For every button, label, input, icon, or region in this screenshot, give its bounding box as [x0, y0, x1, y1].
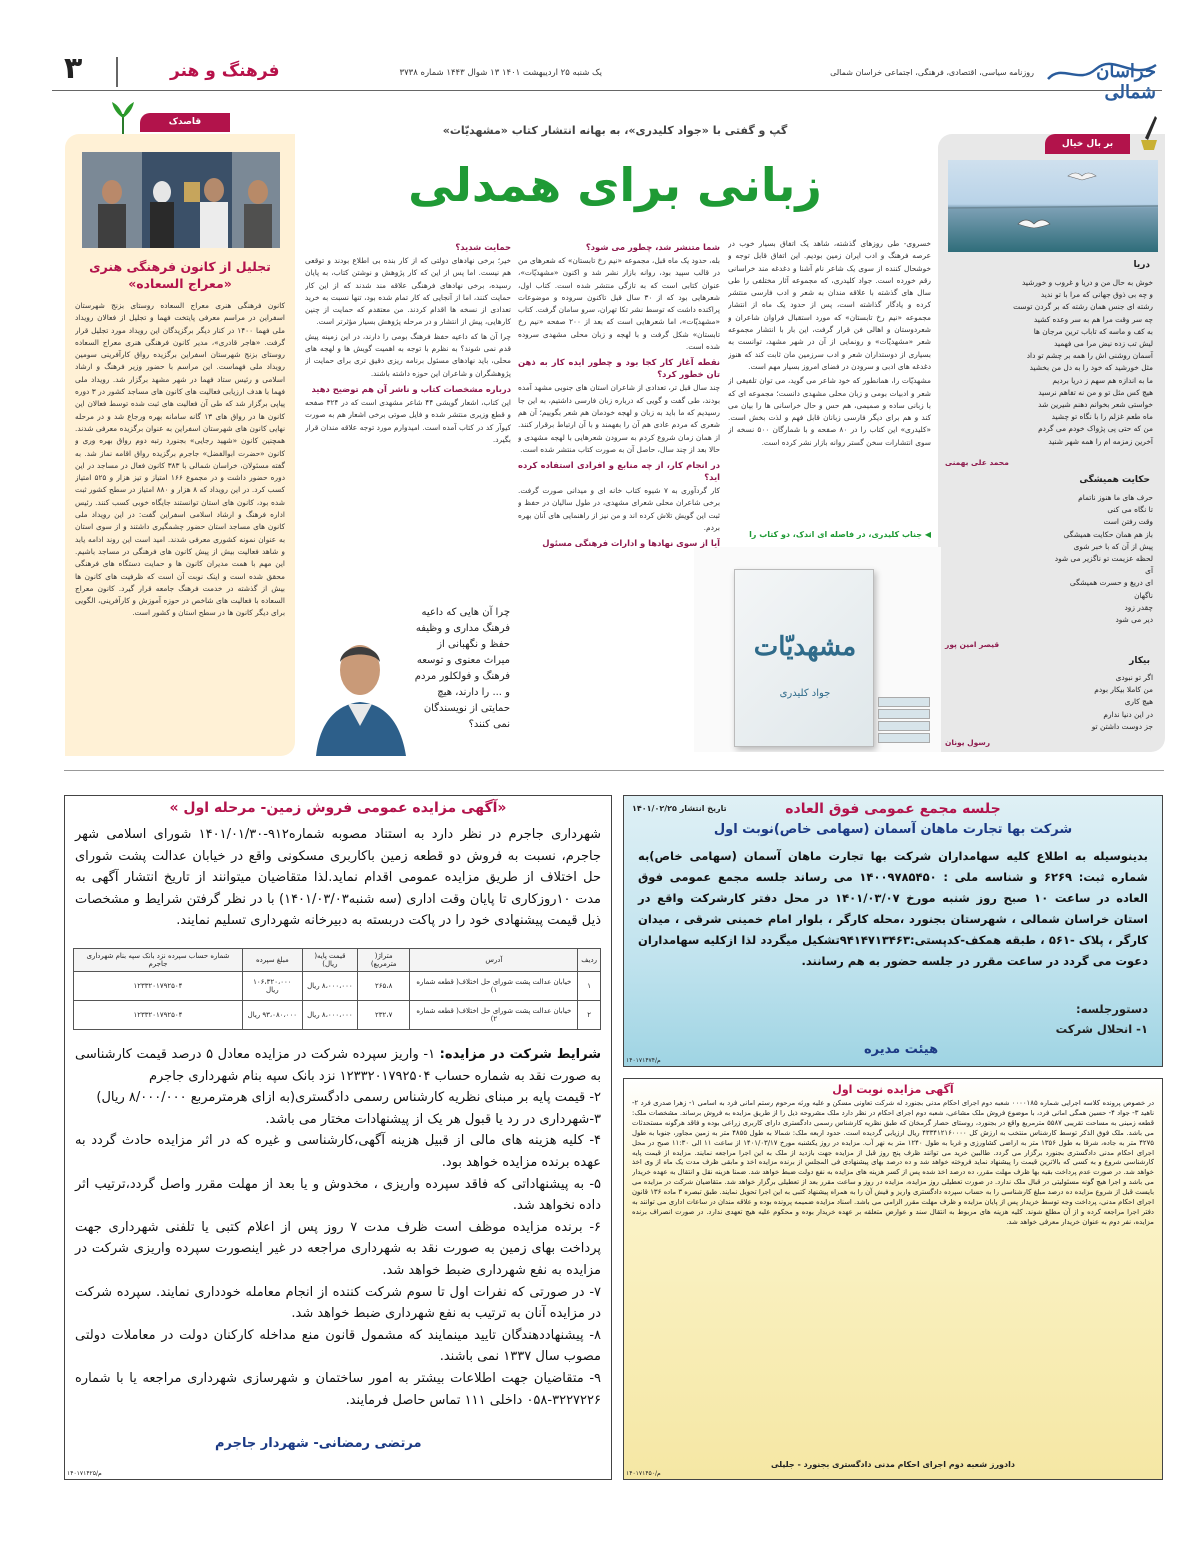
- land-auction-title: «آگهی مزایده عمومی فروش زمین- مرحله اول »: [169, 800, 507, 816]
- poem-line: ماه طعم غزلم را با نگاه تو چشید: [1051, 412, 1153, 422]
- book-cover-title: مشهدیّات: [753, 632, 857, 662]
- poem-line: من کاملا بیکار بودم: [1094, 685, 1153, 695]
- table-row: [74, 972, 601, 1001]
- question-4: آیا از سوی نهادها و ادارات فرهنگی مسئول: [542, 538, 720, 549]
- table-cell: خیابان عدالت پشت شورای حل اختلاف( قطعه شماره ۲): [410, 1001, 578, 1030]
- poet-1-name: محمد علی بهمنی: [945, 458, 1009, 467]
- court-auction-title: آگهی مزایده نوبت اول: [832, 1083, 954, 1096]
- poem-line: در این دنیا ندارم: [1103, 709, 1153, 719]
- poem-line: وقت رفتن است: [1103, 517, 1153, 527]
- condition-item: ۸- پیشنهاددهندگان تایید مینمایند که مشمول قانون منع مداخله کارکنان دولت در معاملات دولتی مصوب سال ۱۳۳۷ نمی باشند.: [75, 1327, 601, 1365]
- court-auction-code: م/۱۴۰۱۷۱۴۵۰: [626, 1470, 661, 1477]
- table-row: [74, 1001, 601, 1030]
- table-cell: ۲۶۵،۸: [358, 972, 410, 1001]
- poem-line: هیچ کس مثل تو و من نه تفاهم نرسید: [1038, 387, 1153, 397]
- poem-line: ای دریغ و حسرت همیشگی: [1069, 578, 1153, 588]
- poem-line: چقدر زود: [1124, 602, 1153, 612]
- poem-line: لیش تب زده نیض مرا می فهمید: [1054, 339, 1153, 349]
- news-tab: قاصدک: [140, 113, 230, 132]
- news-headline: تجلیل از کانون فرهنگی هنری «معراج السعاده»: [89, 259, 271, 291]
- article-col-1: خسروی- طی روزهای گذشته، شاهد یک اتفاق بسیار خوب در عرصه فرهنگ و ادب ایران زمین بودیم. این اتفاق قابل توجه و خوشحال کننده از سوی یک شاعر نام آشنا و دغدغه مند خراسانی رقم خورده است. جواد کلیدری، که مجموعه آثار مختلفی را طی سال های گذشته با علاقه مندان به شعر و ادب فارسی منتشر کرده و یادگار گذاشته است، پس از حدود یک ماه از انتشار مجموعه «نیم رخ تابستان» که مورد استقبال فراوان شاعران و شعردوستان و اهالی فن قرار گرفت، این بار با انتشار مجموعه شعر «مشهدیّات» و رونمایی از آن در شهر مشهد، توانست به بسیاری از دوستداران شعر و ادب سرزمین مان ثابت کند که هنوز دغدغه های ادبی و سرودن در فضای امروز بسیار مهم است. مشهدیّات را، همانطور که خود شاعر می گوید، می توان تلفیقی از شعر و ادبیات بومی و زبان محلی مشهدی دانست؛ مجموعه ای که با زبانی ساده و صمیمی، هم حس و حال خراسانی ها را بیان می کند و هم برای دیگر فارسی زبانان قابل فهم و لذت بخش است. «کلیدری» این کتاب را در ۸۰ صفحه و با شمارگان ۵۰۰ نسخه از سوی انتشارات سخن گستر روانه بازار نشر کرده است.: [728, 239, 931, 447]
- poem-line: آی: [1145, 566, 1153, 576]
- land-auction-signature: مرتضی رمضانی- شهردار جاجرم: [215, 1436, 422, 1451]
- ceremony-photo: [82, 152, 280, 248]
- land-auction-ad: [64, 795, 612, 1480]
- table-cell: ۲۳۲،۷: [358, 1001, 410, 1030]
- assembly-ad: [623, 795, 1163, 1067]
- condition-item: ۴- کلیه هزینه های مالی از قبیل هزینه آگهی،کارشناسی و غیره که در اثر مزایده حادث گردد به عهده برنده مزایده خواهد بود.: [75, 1133, 601, 1170]
- table-header-cell: قیمت پایه( ریال): [302, 949, 357, 972]
- table-cell: ۲: [578, 1001, 601, 1030]
- poem-line: خواستی شعر بخوانم دهنم شیرین شد: [1038, 400, 1153, 410]
- book-cover: [734, 569, 874, 747]
- poem-line: حرف های ما هنوز ناتمام: [1078, 493, 1153, 502]
- gull-icon: [1068, 173, 1096, 180]
- poetry-tab: بر بال خیال: [1045, 134, 1130, 154]
- paper-tagline: روزنامه سیاسی، اقتصادی، فرهنگی، اجتماعی خراسان شمالی: [830, 68, 1034, 77]
- condition-item: ۶- برنده مزایده موظف است ظرف مدت ۷ روز پس از اعلام کتبی یا تلفنی شهرداری جهت پرداخت بهای زمین به صورت نقد به شهرداری مراجعه در غیر اینصورت سپرده واریزی شرکت در مزایده به نفع شهرداری ضبط خواهد شد.: [75, 1219, 601, 1278]
- court-auction-signature: دادورز شعبه دوم اجرای احکام مدنی دادگستری بجنورد - جلیلی: [771, 1460, 1015, 1469]
- assembly-agenda-title: دستورجلسه:: [1076, 1002, 1148, 1016]
- table-cell: خیابان عدالت پشت شورای حل اختلاف( قطعه شماره ۱): [410, 972, 578, 1001]
- poem-line: رشته ای جنس همان رشته که بر گردن توست: [1013, 302, 1153, 312]
- question-2: نقطه آغاز کار کجا بود و چطور ایده کار به ذهن تان خطور کرد؟: [518, 357, 720, 380]
- caption-arrow-icon: ◀: [922, 530, 931, 539]
- poem-line: باز هم همان حکایت همیشگی: [1063, 529, 1153, 539]
- paper-logo-text: خراسان شمالی: [1096, 61, 1156, 103]
- article-col-3: حمایت شدید؟ خیر؛ برخی نهادهای دولتی که از کار بنده بی اطلاع بودند و توقعی هم نیست. اما پس از این که کار پژوهش و نوشتن کتاب، به پایان رسیده، برخی نهادهای فرهنگی علاقه مند شدند که از این کار حمایت کنند، اما از آنجایی که کار تمام شده بود، تنها نسبت به خرید تعدادی از نسخه ها اقدام کردند. من معتقدم که حمایت از چنین کارهایی، پیش از انتشار و در مرحله پژوهش بسیار مؤثرتر است. چرا آن ها که داعیه حفظ فرهنگ بومی را دارند، در این زمینه پیش قدم نمی شوند؟ به نظرم با توجه به اهمیت گویش ها و لهجه های محلی، باید نهادهای مسئول برنامه ریزی دقیق تری برای حمایت از پژوهشگران و شاعران این حوزه داشته باشند. درباره مشخصات کتاب و ناشر آن هم توضیح دهید این کتاب، اشعار گویشی ۴۴ شاعر مشهدی است که در ۳۲۴ صفحه و قطع وزیری منتشر شده و فایل صوتی برخی اشعار هم به صورت کیوآر کد در کتاب آمده است. امیدوارم مورد توجه علاقه مندان قرار بگیرد.: [305, 242, 511, 444]
- conditions-title: شرایط شرکت در مزایده:: [439, 1047, 601, 1062]
- book-cover-author: جواد کلیدری: [779, 688, 831, 699]
- poem-3-title: بیکار: [1129, 656, 1150, 666]
- table-cell: ۱۲۳۳۲۰۱۷۹۲۵۰۴: [74, 972, 243, 1001]
- table-header-cell: شماره حساب سپرده نزد بانک سپه بنام شهرداری جاجرم: [74, 949, 243, 972]
- article-col-2: شما متنشر شد، چطور می شود؟ بله، حدود یک ماه قبل، مجموعه «نیم رخ تابستان» که شعرهای من در قالب سپید بود، روانه بازار نشر شد و اکنون «مشهدیّات»، عنوان کتابی است که به تازگی منتشر شده است. کتاب اول، شعرهایی بود که از ۳۰ سال قبل تاکنون سروده و موضوعات پراکنده داشت که توسط نشر تکا تهران، سرو سامان گرفت. کتاب «مشهدیّات»، اما شعرهایی است که بعد از ۲۰۰ صفحه «نیم رخ تابستان» شکل گرفت و با لهجه و زبان محلی مشهدی سروده شده است. نقطه آغاز کار کجا بود و چطور ایده کار به ذهن تان خطور کرد؟ چند سال قبل تر، تعدادی از شاعران استان های جنوبی مشهد آمده بودند، طی گفت و گویی که درباره زبان فارسی داشتیم، به این جا رسیدیم که ما باید به زبان و لهجه خودمان هم شعر بگوییم؛ آن هم شعری که مردم عادی هم آن را بفهمند و با آن ارتباط برقرار کنند. از همان زمان شروع کردم به سرودن شعرهایی با لهجه مشهدی و حالا بعد از چند سال، حاصل آن به صورت کتاب منتشر شده است. در انجام کار، از چه منابع و افرادی استفاده کرده اید؟ کار گردآوری به ۷ شیوه کتاب خانه ای و میدانی صورت گرفت. برخی شاعران محلی شعرای مشهدی، در طول سالیان در حفظ و ثبت این گویش تلاش کرده اند و من نیز از راهنمایی های آنان بهره بردم. آیا از سوی نهادها و ادارات فرهنگی مسئول: [518, 242, 720, 549]
- table-header-cell: ردیف: [578, 949, 601, 972]
- land-auction-body: شهرداری جاجرم در نظر دارد به استناد مصوبه شماره۹۱۲-۱۴۰۱/۰۱/۳۰ شورای اسلامی شهر جاجرم، نسبت به فروش دو قطعه زمین باکاربری مسکونی واقع در خیابان عدالت پشت شورای حل اختلاف از طریق مزایده عمومی اقدام نماید.لذا متقاضیان میتوانند از تاریخ انتشار آگهی به مدت ۱۰روزکاری تا پایان وقت اداری (سه شنبه۱۴۰۱/۰۳/۰۳) با در نظر گرفتن شرایط و مشخصات ذیل قیمت پیشنهادی خود را در پاکت دربسته به دبیرخانه شهرداری تسلیم نمایند.: [75, 827, 601, 928]
- assembly-title: جلسه مجمع عمومی فوق العاده: [785, 801, 1001, 817]
- condition-item: ۵- به پیشنهاداتی که فاقد سپرده واریزی ، مخدوش و یا بعد از مهلت مقرر واصل گردد،ترتیب اثر داده نخواهد شد.: [75, 1176, 601, 1214]
- poem-line: ناگهان: [1134, 590, 1153, 600]
- assembly-company: شرکت بها تجارت ماهان آسمان (سهامی خاص)نوبت اول: [713, 822, 1073, 837]
- table-header-cell: مبلغ سپرده: [242, 949, 302, 972]
- pen-icon: [1135, 112, 1163, 152]
- paper-logo: [1040, 55, 1162, 103]
- interviewee-photo: [310, 606, 410, 756]
- poem-line: دیر می شود: [1115, 615, 1153, 625]
- question-6: درباره مشخصات کتاب و ناشر آن هم توضیح دهید: [311, 383, 511, 394]
- poem-line: مثل خورشید که خود را به دل من بخشید: [1029, 363, 1153, 373]
- question-3: در انجام کار، از چه منابع و افرادی استفاده کرده اید؟: [518, 460, 720, 483]
- assembly-code: م/۱۴۰۱۷۱۴۷۴: [626, 1057, 661, 1064]
- sea-photo: [948, 160, 1158, 252]
- condition-item: ۲- قیمت پایه بر مبنای نظریه کارشناس رسمی دادگستری(به ازای هرمترمربع ۸/۰۰۰/۰۰۰ ریال): [96, 1090, 601, 1106]
- poem-line: لحظه عزیمت تو ناگزیر می شود: [1054, 554, 1153, 564]
- assembly-signature: هیئت مدیره: [864, 1042, 939, 1057]
- section-title: فرهنگ و هنر: [170, 61, 280, 81]
- assembly-agenda-item: ۱- انحلال شرکت: [1055, 1022, 1148, 1036]
- condition-item: ۹- متقاضیان جهت اطلاعات بیشتر به امور ساختمان و شهرسازی شهرداری مراجعه یا با شماره ۳۲۲۷۲۲۶-۰۵۸ داخلی ۱۱۱ تماس حاصل فرمایند.: [75, 1370, 601, 1408]
- poem-line: پیش از آن که با خبر شوی: [1073, 541, 1153, 551]
- page-header: [52, 51, 1162, 103]
- poem-line: آسمان روشنی اش را همه بر چشم تو داد: [1026, 351, 1153, 361]
- poet-2-name: قیصر امین پور: [945, 640, 1000, 649]
- condition-item: ۱- واریز سپرده شرکت در مزایده معادل ۵ درصد قیمت کارشناسی به صورت نقد به شماره حساب ۱۲۳۳۲۰۱۷۹۲۵۰۴ نزد بانک سپه بنام شهرداری جاجرم: [75, 1047, 601, 1084]
- poem-line: اگر تو نبودی: [1115, 673, 1153, 682]
- question-5: حمایت شدید؟: [455, 242, 511, 252]
- book-photo: [694, 547, 941, 752]
- table-cell: ۱۲۳۳۲۰۱۷۹۲۵۰۴: [74, 1001, 243, 1030]
- poem-line: آخرین زمزمه ام را همه شهر شنید: [1048, 436, 1153, 446]
- condition-item: ۷- در صورتی که نفرات اول تا سوم شرکت کننده از انجام معامله خودداری نمایند. سپرده شرکت در مزایده آنان به ترتیب به نفع شهرداری ضبط خواهد شد.: [75, 1284, 601, 1322]
- table-cell: ۸،۰۰۰،۰۰۰ ریال: [302, 1001, 357, 1030]
- poem-2: [975, 492, 1153, 626]
- poem-line: من که حتی پی پژواک خودم می گردم: [1038, 424, 1153, 434]
- table-cell: ۸،۰۰۰،۰۰۰ ریال: [302, 972, 357, 1001]
- poet-3-name: رسول یونان: [945, 738, 991, 747]
- poem-1: [975, 277, 1153, 448]
- poem-line: تا نگاه می کنی: [1107, 505, 1153, 515]
- assembly-date: تاریخ انتشار ۱۴۰۱/۰۲/۲۵: [632, 804, 727, 813]
- court-auction-body: در خصوص پرونده کلاسه اجرایی شماره ۰۰۰۰۱۸۵ شعبه دوم اجرای احکام مدنی بجنورد له شرکت تعاونی مسکن و علیه ورثه مرحوم رستم امانی فرد به اسامی ۱- زهرا صدری فرد ۲- ناهید ۳- جواد ۴- حسین همگی امانی فرد، با موضوع فروش ملک مشاعی، شعبه دوم اجرای احکام در نظر دارد ملک مشروحه ذیل را از طریق مزایده به فروش برساند. مشخصات ملک: قطعه زمینی به مساحت تقریبی ۵۵۸۷ مترمربع واقع در بجنورد، روستای حصار گرمخان که طبق نظریه کارشناس رسمی دادگستری دارای کاربری زراعی بوده و فاقد هرگونه مستحدثات می باشد. ملک فوق الذکر توسط کارشناس منتخب به ارزش کل ۴۳۳۴۱۲۱۶۰۰۰۰ ریال ارزیابی گردیده است. حدود اربعه ملک: شمالا به طول ۴۸۵۵ متر به زمین مجاور، جنوبا به طول ۴۲۷۵ متر به جاده، شرقا به طول ۱۳۵۶ متر به اراضی کشاورزی و غربا به طول ۱۲۴۰ متر به نهر آب. مزایده در روز یکشنبه مورخ ۱۴۰۱/۰۳/۱۷ از ساعت ۱۱ الی ۱۱:۳۰ صبح در محل اجرای احکام مدنی دادگستری بجنورد برگزار می گردد. طالبین خرید می توانند ظرف پنج روز قبل از مزایده جهت بازدید از ملک به این اجرا مراجعه نمایند. مزایده از قیمت پایه کارشناسی شروع و به کسی که بالاترین قیمت را پیشنهاد نماید فروخته خواهد شد و ده درصد بهای پیشنهادی فی المجلس از برنده مزایده اخذ و مابقی ظرف مدت یک ماه از وی اخذ خواهد شد. در صورت عدم پرداخت بقیه بها ظرف مهلت مقرر، ده درصد اخذ شده پس از کسر هزینه های مزایده به نفع دولت ضبط خواهد شد. ضمنا هزینه نقل و انتقال به عهده خریدار می باشد و اجرا هیچ گونه مسئولیتی در قبال ملک ندارد. در صورت تعطیلی روز مزایده، مزایده در روز و ساعت مقرر بعد از تعطیلی برگزار خواهد شد. متقاضیان شرکت در مزایده می بایست قبل از شروع مزایده ده درصد مبلغ کارشناسی را به حساب سپرده دادگستری واریز و فیش آن را به همراه پیشنهاد کتبی به این اجرا تحویل نمایند. طبق تبصره ۳ ماده ۱۳۶ قانون اجرای احکام مدنی، پرداخت وجه توسط خریدار پس از پایان مزایده و ظرف مهلت مقرر الزامی می باشد. اسناد مزایده ضمیمه پرونده بوده و علاقه مندان در ساعات اداری می توانند به دفتر اجرا مراجعه کرده و از آن مطلع شوند. کلیه هزینه های مربوط به انتقال سند و عوارض متعلقه بر عهده خریدار بوده و محکوم علیه هیچ تعهدی ندارد. در صورت انصراف برنده مزایده، نفر دوم به عنوان خریدار معرفی خواهد شد.: [632, 1099, 1154, 1226]
- land-auction-table: [73, 948, 601, 1030]
- table-header-row: [74, 949, 601, 972]
- article-headline: زبانی برای همدلی: [408, 158, 822, 212]
- poem-line: به کف و ماسه که تاباب ترین مرجان ها: [1033, 326, 1153, 336]
- page-number: ۳: [64, 51, 83, 86]
- poem-line: چه سر وقت مرا هم به سر وعده کشید: [1033, 314, 1153, 324]
- news-body: کانون فرهنگی هنری معراج السعاده روستای بزنج شهرستان اسفراین در مراسم معرفی پایتخت فهما و تجلیل از فعالان رویداد ملی فهما ۱۴۰۰ در کنار دیگر برگزیدگان این رویداد مورد تجلیل قرار گرفت. «هاجر قادری»، مدیر کانون فرهنگی هنری معراج السعاده روستای بزنج شهرستان اسفراین برگزیده رواق کارآفرینی سومین رویداد ملی فهماست. این مراسم با حضور وزیر فرهنگ و ارشاد اسلامی و رئیس ستاد فهما در شهر مشهد برگزار شد. رویداد ملی فهما با هدف ارزیابی فعالیت های کانون های مساجد کشور در ۳ دوره پیاپی برگزار شد که طی آن فعالیت های ثبت شده توسط فعالان این کانون ها در رواق های ۱۳ گانه سامانه بهره ورجاع شد و در مرحله نهایی کانون های شهرستان اسفراین به عنوان برگزیده معرفی شدند. همچنین کانون «شهید رجایی» بجنورد رتبه دوم رواق بهره وری و کانون «حضرت ابوالفضل» جاجرم برگزیده رواق اقامه نماز شد. به گفته مسئولان، خراسان شمالی با ۳۸۳ کانون فعال در مساجد در این دوره حضور داشت و در مجموع ۱۶۶ امتیاز و تیز هزار و ۵۲۵ امتیاز کسب کرد. در این رویداد که ۸ هزار و ۸۸۰ امتیاز در سطح کشور ثبت شده بود، کانون های استان توانستند جایگاه خوبی کسب کنند. رئیس اداره فرهنگ و ارشاد اسلامی اسفراین گفت: در این رویداد ملی کانون های مساجد استان حضور چشمگیری داشتند و از سوی استان به عنوان نمونه کشوری معرفی شدند. امید است این روند ادامه یابد و شاهد فعالیت بیش از پیش کانون های فرهنگی در مساجد باشیم. این مهم با همت مدیران کانون ها و حمایت دستگاه های فرهنگی محقق شده است و اینک نوبت آن است که ظرفیت های کانون ها بیش از گذشته در خدمت فرهنگ جامعه قرار گیرد. کانون معراج السعاده با فعالیت های شاخص در حوزه آموزش و کارآفرینی، الگویی برای دیگر کانون ها در سطح استان و کشور است.: [75, 301, 285, 618]
- poem-line: جز دوست داشتن تو: [1091, 721, 1153, 731]
- photo-caption: ◀ جناب کلیدری، در فاصله ای اندک، دو کتاب را: [749, 530, 931, 539]
- poem-1-title: دریا: [1133, 260, 1150, 270]
- table-cell: ۱۰۶،۳۲۰،۰۰۰ ریال: [242, 972, 302, 1001]
- poem-line: هیچ کاری: [1124, 697, 1153, 707]
- dandelion-icon: [108, 98, 138, 134]
- table-header-cell: آدرس: [410, 949, 578, 972]
- question-1: شما متنشر شد، چطور می شود؟: [585, 242, 720, 252]
- pull-quote: چرا آن هایی که داعیه فرهنگ مداری و وظیفه حفظ و نگهبانی از میراث معنوی و توسعه فرهنگ و فولکلور مردم و ... را دارند، هیچ حمایتی از نویسندگان نمی کنند؟: [414, 607, 510, 730]
- article-kicker: گپ و گفتی با «جواد کلیدری»، به بهانه انتشار کتاب «مشهدیّات»: [442, 124, 788, 137]
- table-header-cell: متراژ( مترمربع): [358, 949, 410, 972]
- land-auction-code: م/۱۴۰۱۷۱۴۲۵: [67, 1470, 102, 1477]
- land-auction-conditions: [75, 1044, 601, 1411]
- book-stack: [878, 697, 930, 747]
- assembly-body: بدینوسیله به اطلاع کلیه سهامداران شرکت بها تجارت ماهان آسمان (سهامی خاص)به شماره ثبت: ۶۲۶۹ و شناسه ملی : ۱۴۰۰۹۷۸۵۴۵۰ می رساند جلسه مجمع عمومی فوق العاده در ساعت ۱۰ صبح روز شنبه مورخ ۱۴۰۱/۰۳/۰۷ در محل دفتر کارشرکت واقع در استان خراسان شمالی ، شهرستان بجنورد ،محله کارگر ، بلوار امام خمینی شرقی ، میدان کارگر ، پلاک -۵۶۱ ، طبقه همکف-کدپستی:۹۴۱۴۷۱۳۴۶۳تشکیل میگردد لذا ازکلیه سهامداران دعوت می گردد در ساعت مقرر در جلسه حضور به هم رسانند.: [638, 849, 1149, 968]
- condition-item: ۳-شهرداری در رد یا قبول هر یک از پیشنهادات مختار می باشد.: [265, 1111, 601, 1127]
- poem-line: و چه بی ذوق جهانی که مرا با تو ندید: [1040, 290, 1153, 300]
- date-line: یک شنبه ۲۵ اردیبهشت ۱۴۰۱ ۱۳ شوال ۱۴۴۳ شماره ۳۷۳۸: [399, 68, 602, 78]
- court-auction-ad: [623, 1078, 1163, 1480]
- poem-3: [975, 672, 1153, 733]
- poem-line: ما به اندازه هم سهم ز دریا بردیم: [1052, 375, 1153, 385]
- poem-2-title: حکایت همیشگی: [1079, 475, 1150, 485]
- poem-line: خوش به حال من و دریا و غروب و خورشید: [1022, 278, 1153, 287]
- table-cell: ۹۳،۰۸۰،۰۰۰ ریال: [242, 1001, 302, 1030]
- table-cell: ۱: [578, 972, 601, 1001]
